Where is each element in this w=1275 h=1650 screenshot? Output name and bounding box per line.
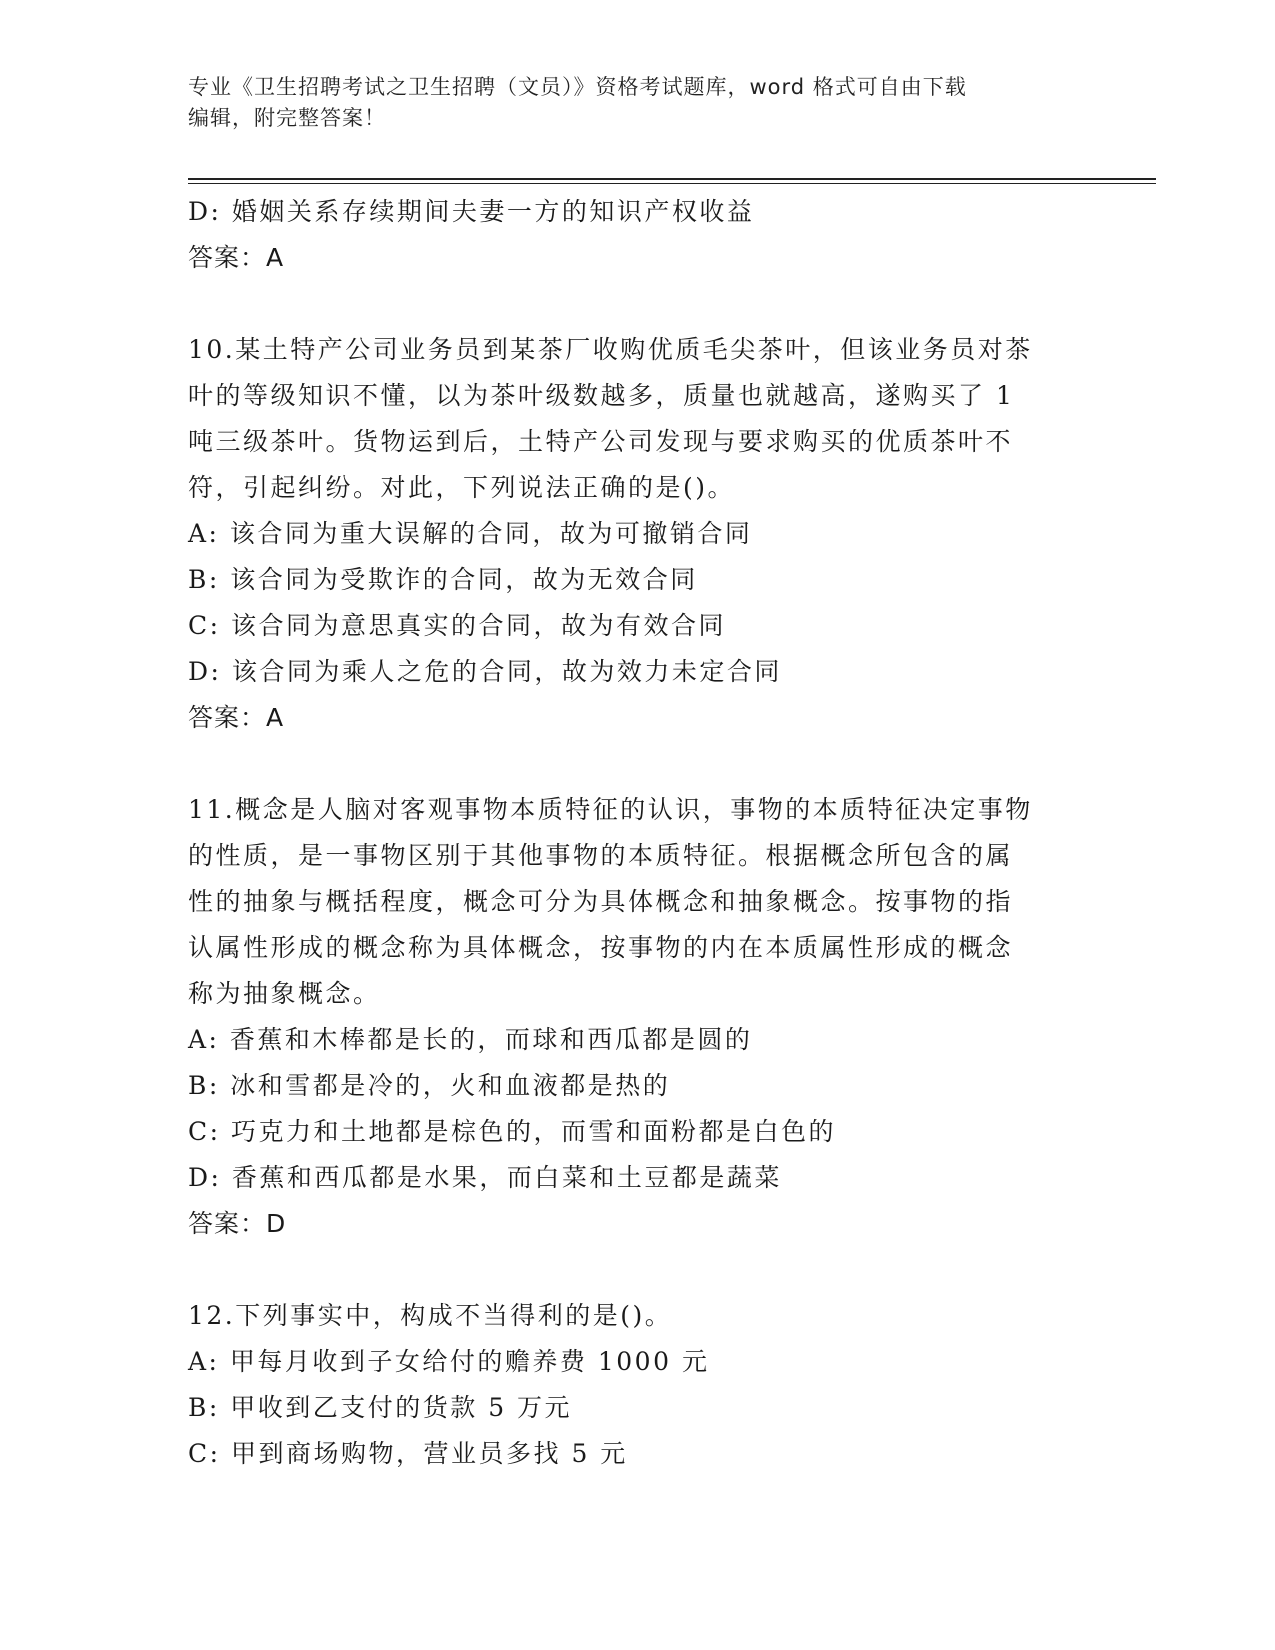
question-11-option-d: D: 香蕉和西瓜都是水果，而白菜和土豆都是蔬菜 <box>188 1163 782 1192</box>
question-10-line-4: 符，引起纠纷。对此，下列说法正确的是()。 <box>188 473 736 502</box>
header-line-1: 专业《卫生招聘考试之卫生招聘（文员）》资格考试题库，word 格式可自由下载 <box>188 75 967 99</box>
question-10-option-b: B: 该合同为受欺诈的合同，故为无效合同 <box>188 565 698 594</box>
question-10-option-c: C: 该合同为意思真实的合同，故为有效合同 <box>188 611 726 640</box>
prev-answer: 答案：A <box>188 243 285 272</box>
question-12-line-1: 12.下列事实中，构成不当得利的是()。 <box>188 1301 673 1330</box>
question-11-line-5: 称为抽象概念。 <box>188 979 381 1008</box>
question-10-line-3: 吨三级茶叶。货物运到后，土特产公司发现与要求购买的优质茶叶不 <box>188 427 1014 456</box>
question-10 <box>188 327 1088 741</box>
question-11-line-1: 11.概念是人脑对客观事物本质特征的认识，事物的本质特征决定事物 <box>188 795 1033 824</box>
question-12 <box>188 1293 1088 1477</box>
prev-option-d: D: 婚姻关系存续期间夫妻一方的知识产权收益 <box>188 197 755 226</box>
question-11-option-c: C: 巧克力和土地都是棕色的，而雪和面粉都是白色的 <box>188 1117 837 1146</box>
spacer <box>188 1247 1088 1293</box>
question-10-option-d: D: 该合同为乘人之危的合同，故为效力未定合同 <box>188 657 782 686</box>
question-11 <box>188 787 1088 1247</box>
question-11-option-b: B: 冰和雪都是冷的，火和血液都是热的 <box>188 1071 671 1100</box>
header-line-2: 编辑，附完整答案！ <box>188 106 386 130</box>
question-12-option-b: B: 甲收到乙支付的货款 5 万元 <box>188 1393 573 1422</box>
question-10-line-1: 10.某土特产公司业务员到某茶厂收购优质毛尖茶叶，但该业务员对茶 <box>188 335 1033 364</box>
question-12-option-c: C: 甲到商场购物，营业员多找 5 元 <box>188 1439 628 1468</box>
header-divider-thick <box>188 178 1156 180</box>
header-divider-thin <box>188 183 1156 184</box>
spacer <box>188 281 1088 327</box>
question-10-answer: 答案：A <box>188 703 285 732</box>
question-11-line-2: 的性质，是一事物区别于其他事物的本质特征。根据概念所包含的属 <box>188 841 1014 870</box>
question-10-option-a: A: 该合同为重大误解的合同，故为可撤销合同 <box>188 519 753 548</box>
question-10-line-2: 叶的等级知识不懂，以为茶叶级数越多，质量也就越高，遂购买了 1 <box>188 381 1015 410</box>
question-11-option-a: A: 香蕉和木棒都是长的，而球和西瓜都是圆的 <box>188 1025 753 1054</box>
page-header <box>188 72 1068 134</box>
question-11-line-4: 认属性形成的概念称为具体概念，按事物的内在本质属性形成的概念 <box>188 933 1014 962</box>
spacer <box>188 741 1088 787</box>
question-11-line-3: 性的抽象与概括程度，概念可分为具体概念和抽象概念。按事物的指 <box>188 887 1014 916</box>
question-11-answer: 答案：D <box>188 1209 287 1238</box>
question-content <box>188 189 1088 1477</box>
question-12-option-a: A: 甲每月收到子女给付的赡养费 1000 元 <box>188 1347 710 1376</box>
